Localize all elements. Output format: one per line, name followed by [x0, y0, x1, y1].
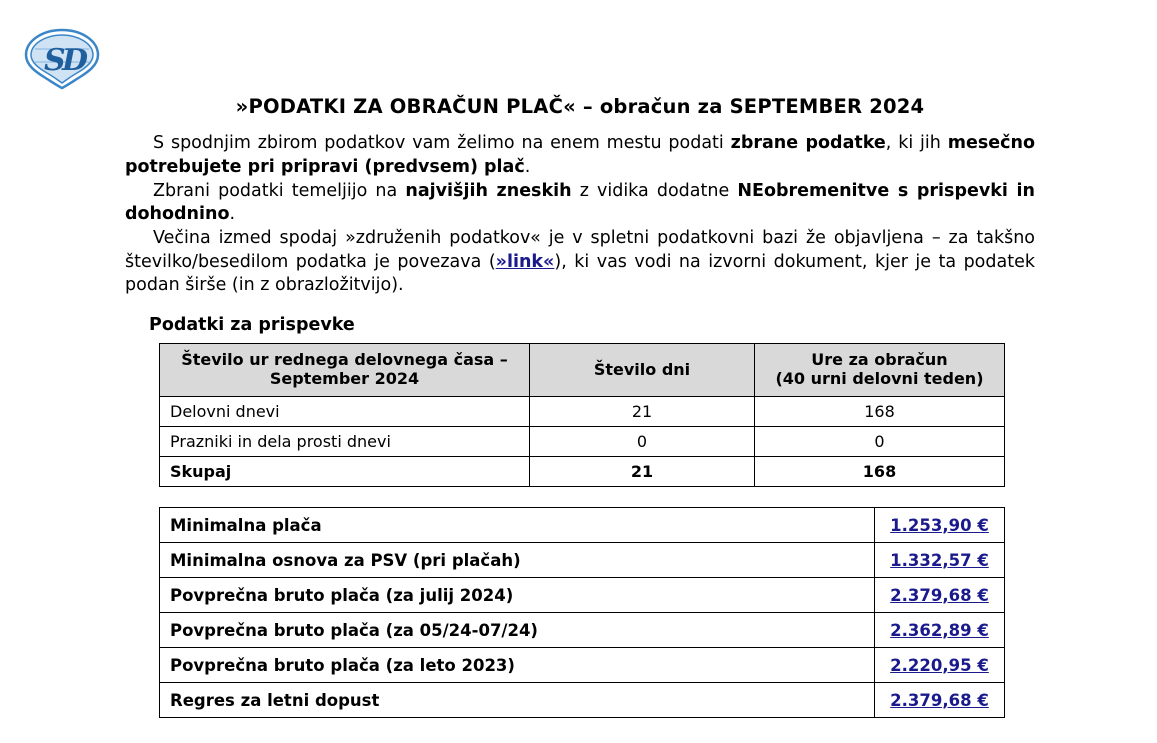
company-logo	[22, 28, 102, 90]
paragraph-2-bold-a: najvišjih zneskih	[405, 180, 572, 201]
paragraph-1	[125, 132, 1035, 179]
table-row	[160, 427, 1005, 457]
row-hours: 0	[755, 427, 1005, 457]
amount-label: Povprečna bruto plača (za 05/24-07/24)	[160, 613, 875, 648]
header-cell-days: Število dni	[530, 344, 755, 397]
paragraph-3-text-b: ), ki vas vodi na izvorni dokument, kjer je ta podatek podan širše (in z obrazložitvijo).	[125, 251, 1035, 295]
amount-value-link[interactable]: 1.332,57 €	[875, 543, 1005, 578]
svg-text:D: D	[62, 43, 89, 78]
source-link[interactable]: »link«	[495, 251, 555, 272]
paragraph-2-text-b: z vidika dodatne	[571, 180, 738, 201]
amounts-table	[159, 507, 1005, 718]
amount-label: Povprečna bruto plača (za julij 2024)	[160, 578, 875, 613]
paragraph-2-text-a: Zbrani podatki temeljijo na	[153, 180, 406, 201]
paragraph-1-text-a: S spodnjim zbirom podatkov vam želimo na enem mestu podati	[153, 133, 731, 154]
paragraph-2-text-c: .	[229, 204, 236, 225]
amount-value-link[interactable]: 2.379,68 €	[875, 683, 1005, 718]
paragraph-1-text-b: , ki jih	[885, 133, 948, 154]
header-hours-line2: (40 urni delovni teden)	[775, 369, 984, 389]
table-row	[160, 397, 1005, 427]
table-row	[160, 648, 1005, 683]
row-days: 21	[530, 457, 755, 487]
table-row	[160, 578, 1005, 613]
table-header-row	[160, 344, 1005, 397]
table-row-total	[160, 457, 1005, 487]
paragraph-1-bold-b: mesečno potrebujete pri pripravi (predvsem) plač	[125, 133, 1035, 177]
amount-label: Regres za letni dopust	[160, 683, 875, 718]
amount-value-link[interactable]: 2.379,68 €	[875, 578, 1005, 613]
header-period-line2: September 2024	[269, 369, 420, 389]
row-label: Delovni dnevi	[160, 397, 530, 427]
amount-label: Minimalna osnova za PSV (pri plačah)	[160, 543, 875, 578]
row-hours: 168	[755, 397, 1005, 427]
table-row	[160, 683, 1005, 718]
table-row	[160, 543, 1005, 578]
header-hours-line1: Ure za obračun	[811, 350, 948, 370]
paragraph-3	[125, 227, 1035, 297]
paragraph-2	[125, 180, 1035, 227]
header-cell-hours	[755, 344, 1005, 397]
svg-text:S: S	[44, 43, 66, 78]
row-days: 21	[530, 397, 755, 427]
page-title: »PODATKI ZA OBRAČUN PLAČ« – obračun za SEPTEMBER 2024	[235, 95, 925, 118]
working-hours-table	[159, 343, 1005, 487]
paragraph-2-bold-b: NEobremenitve s prispevki in dohodnino	[125, 180, 1036, 225]
amount-value-link[interactable]: 2.362,89 €	[875, 613, 1005, 648]
row-label: Skupaj	[160, 457, 530, 487]
amount-value-link[interactable]: 2.220,95 €	[875, 648, 1005, 683]
header-period-line1: Število ur rednega delovnega časa –	[181, 350, 508, 370]
section-heading-contributions: Podatki za prispevke	[149, 315, 355, 336]
paragraph-3-text-a: Večina izmed spodaj »združenih podatkov« je v spletni podatkovni bazi že objavljena – za takšno številko/besedilom podatka je povezava (	[125, 228, 1035, 272]
paragraph-1-text-c: .	[524, 156, 531, 177]
amount-value-link[interactable]: 1.253,90 €	[875, 508, 1005, 543]
amount-label: Povprečna bruto plača (za leto 2023)	[160, 648, 875, 683]
row-hours: 168	[755, 457, 1005, 487]
table-row	[160, 613, 1005, 648]
document-content	[125, 95, 1035, 718]
table-row	[160, 508, 1005, 543]
header-cell-period	[160, 344, 530, 397]
amount-label: Minimalna plača	[160, 508, 875, 543]
row-days: 0	[530, 427, 755, 457]
paragraph-1-bold-a: zbrane podatke	[730, 133, 886, 154]
row-label: Prazniki in dela prosti dnevi	[160, 427, 530, 457]
